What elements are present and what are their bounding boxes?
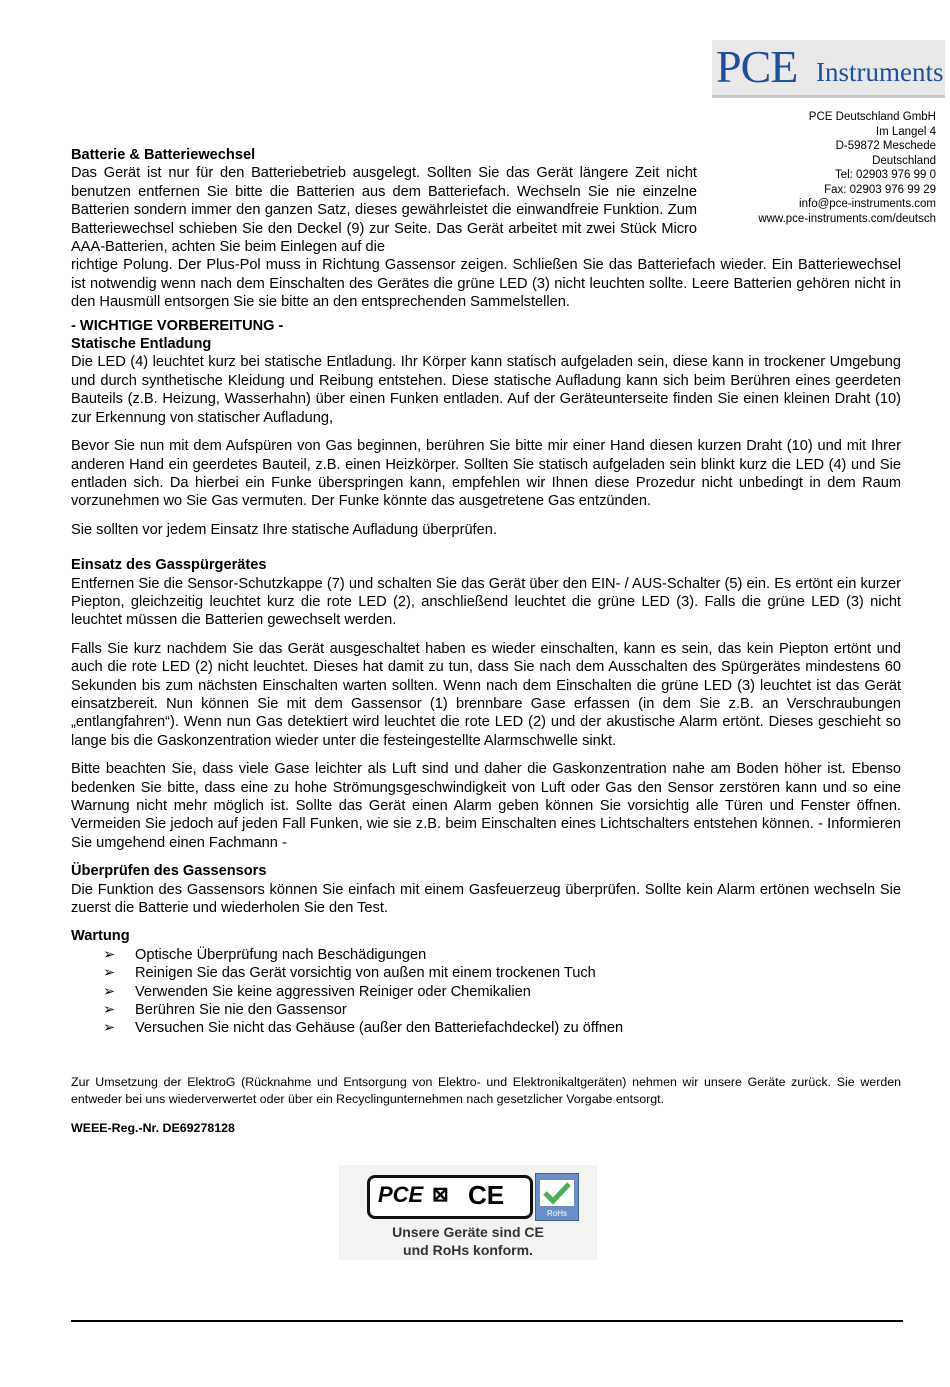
maintenance-list (71, 946, 901, 1038)
weee-bin-icon: ⊠ (432, 1184, 449, 1206)
seal-caption-line-1: Unsere Geräte sind CE (392, 1224, 544, 1240)
pce-ce-mark (367, 1175, 533, 1219)
elektrog-notice: Zur Umsetzung der ElektroG (Rücknahme und Entsorgung von Elektro- und Elektronikaltgeräten) nehmen wir unsere Geräte zurück. Sie werden entweder bei uns wiederverwertet oder über ein Recyclingunternehmen nach gesetzlicher Vorgabe entsorgt. (71, 1074, 901, 1107)
static-paragraph-3: Sie sollten vor jedem Einsatz Ihre statische Aufladung überprüfen. (71, 521, 497, 538)
static-heading: Statische Entladung (71, 336, 212, 353)
sensor-check-paragraph: Die Funktion des Gassensors können Sie einfach mit einem Gasfeuerzeug überprüfen. Sollte kein Alarm ertönen wechseln Sie zuerst die Batterie und wiederholen Sie den Test. (71, 881, 901, 917)
list-item (103, 983, 901, 1001)
list-item (103, 1001, 901, 1019)
footer-rule (71, 1320, 903, 1322)
usage-heading: Einsatz des Gasspürgerätes (71, 557, 267, 574)
maintenance-heading: Wartung (71, 928, 130, 945)
list-item-text: Berühren Sie nie den Gassensor (135, 1002, 347, 1019)
battery-text-narrow: Das Gerät ist nur für den Batteriebetrieb ausgelegt. Sollten Sie das Gerät längere Zeit nicht benutzen entfernen Sie bitte die Batterien aus dem Batteriefach. Wechseln Sie nie einzelne Batterien sondern immer den ganzen Satz, dieses gewährleistet die einwandfreie Funktion. Zum Batteriewechsel schieben Sie den Deckel (9) zur Seite. Das Gerät arbeitet mit zwei Stück Micro AAA-Batterien, achten Sie beim Einlegen auf die (71, 165, 697, 256)
arrow-bullet-icon: ➢ (103, 1020, 116, 1037)
list-item-text: Verwenden Sie keine aggressiven Reiniger oder Chemikalien (135, 983, 531, 1000)
address-street: Im Langel 4 (875, 125, 936, 138)
address-email[interactable]: info@pce-instruments.com (799, 198, 936, 210)
usage-paragraph-3: Bitte beachten Sie, dass viele Gase leichter als Luft sind und daher die Gaskonzentration nahe am Boden höher ist. Ebenso bedenken Sie bitte, dass eine zu hohe Strömungsgeschwindigkeit von Luft oder Gas den Sensor zerstören kann und so eine Warnung nicht mehr möglich ist. Sollte das Gerät einen Alarm geben können Sie vorsichtig alle Türen und Fenster öffnen. Vermeiden Sie jedoch auf jeden Fall Funken, wie sie z.B. beim Einschalten eines Lichtschalters entstehen können. - Informieren Sie umgehend einen Fachmann - (71, 761, 901, 851)
seal-caption (339, 1223, 597, 1259)
static-paragraph-1: Die LED (4) leuchtet kurz bei statische Entladung. Ihr Körper kann statisch aufgeladen sein, diese kann in trockener Umgebung und durch synthetische Kleidung und Reibung entstehen. Diese statische Aufladung kann sich beim Berühren eines geerdeten Bauteils (z.B. Heizung, Wasserhahn) über einen Funken entladen. Auf der Geräteunterseite finden Sie einen kleinen Draht (10) zur Erkennung von statischer Aufladung, (71, 354, 901, 426)
address-city: D-59872 Meschede (835, 140, 936, 152)
address-phone: Tel: 02903 976 99 0 (834, 169, 936, 181)
list-item (103, 964, 901, 982)
rohs-check-icon (535, 1173, 579, 1221)
seal-ce-text: CE (468, 1180, 505, 1210)
list-item (103, 1019, 901, 1037)
important-title: - WICHTIGE VORBEREITUNG - (71, 317, 284, 334)
address-country: Deutschland (872, 154, 936, 167)
list-item (103, 946, 901, 964)
seal-pce-text: PCE (378, 1182, 424, 1207)
logo-brand: PCE (716, 41, 798, 92)
list-item-text: Optische Überprüfung nach Beschädigungen (135, 946, 427, 963)
arrow-bullet-icon: ➢ (103, 946, 116, 963)
seal-rohs-text: RoHs (546, 1209, 568, 1218)
pce-instruments-logo (712, 40, 945, 98)
logo-suffix: Instruments (816, 57, 944, 87)
list-item-text: Versuchen Sie nicht das Gehäuse (außer den Batteriefachdeckel) zu öffnen (135, 1020, 624, 1037)
arrow-bullet-icon: ➢ (103, 965, 116, 982)
address-company: PCE Deutschland GmbH (808, 111, 936, 123)
battery-heading: Batterie & Batteriewechsel (71, 147, 256, 163)
static-paragraph-2: Bevor Sie nun mit dem Aufspüren von Gas beginnen, berühren Sie bitte mir einer Hand diesen kurzen Draht (10) und mit Ihrer anderen Hand ein geerdetes Bauteil, z.B. einen Heizkörper. Sollten Sie statisch aufgeladen sein blinkt kurz die LED (4) und Sie entladen sich. Da hierbei ein Funke überspringen kann, empfehlen wir Ihnen diese Prozedur nicht unbedingt in dem Raum vorzunehmen wo Sie Gas vermuten. Der Funke könnte das ausgetretene Gas entzünden. (71, 438, 901, 510)
list-item-text: Reinigen Sie das Gerät vorsichtig von außen mit einem trockenen Tuch (135, 965, 596, 982)
usage-paragraph-2: Falls Sie kurz nachdem Sie das Gerät ausgeschaltet haben es wieder einschalten, kann es sein, das kein Piepton ertönt und auch die rote LED (2) nicht leuchtet. Dieses hat damit zu tun, dass Sie nach dem Ausschalten des Spürgerätes mindestens 60 Sekunden bis zum nächsten Einschalten warten sollten. Wenn nach dem Einschalten die grüne LED (3) leuchtet ist das Gerät einsatzbereit. Nun können Sie mit dem Gassensor (1) brennbare Gase erfassen (in dem Sie z.B. an Verschraubungen „entlangfahren“). Wenn nun Gas detektiert wird leuchtet die rote LED (2) und der akustische Alarm ertönt. Dieses geschieht so lange bis die Gaskonzentration wieder unter die festeingestellte Alarmschwelle sinkt. (71, 640, 901, 749)
document-body (71, 146, 901, 1137)
arrow-bullet-icon: ➢ (103, 983, 116, 1000)
address-fax: Fax: 02903 976 99 29 (824, 183, 936, 196)
ce-rohs-conformity-seal (339, 1165, 597, 1260)
arrow-bullet-icon: ➢ (103, 1002, 116, 1019)
address-website[interactable]: www.pce-instruments.com/deutsch (758, 212, 936, 225)
battery-text-full: richtige Polung. Der Plus-Pol muss in Richtung Gassensor zeigen. Schließen Sie das Batteriefach wieder. Ein Batteriewechsel ist notwendig wenn nach dem Einschalten des Gerätes die grüne LED (3) nicht leuchten sollte. Leere Batterien gehören nicht in den Hausmüll entsorgen Sie sie bitte an den entsprechenden Sammelstellen. (71, 257, 901, 311)
sensor-check-heading: Überprüfen des Gassensors (71, 863, 267, 880)
seal-caption-line-2: und RoHs konform. (403, 1242, 533, 1258)
usage-paragraph-1: Entfernen Sie die Sensor-Schutzkappe (7) und schalten Sie das Gerät über den EIN- / AUS-Schalter (5) ein. Es ertönt ein kurzer Piepton, gleichzeitig leuchtet kurz die rote LED (2), anschließend leuchtet die grüne LED (3). Falls die grüne LED (3) nicht leuchtet müssen die Batterien gewechselt werden. (71, 575, 901, 629)
weee-registration: WEEE-Reg.-Nr. DE69278128 (71, 1120, 235, 1135)
